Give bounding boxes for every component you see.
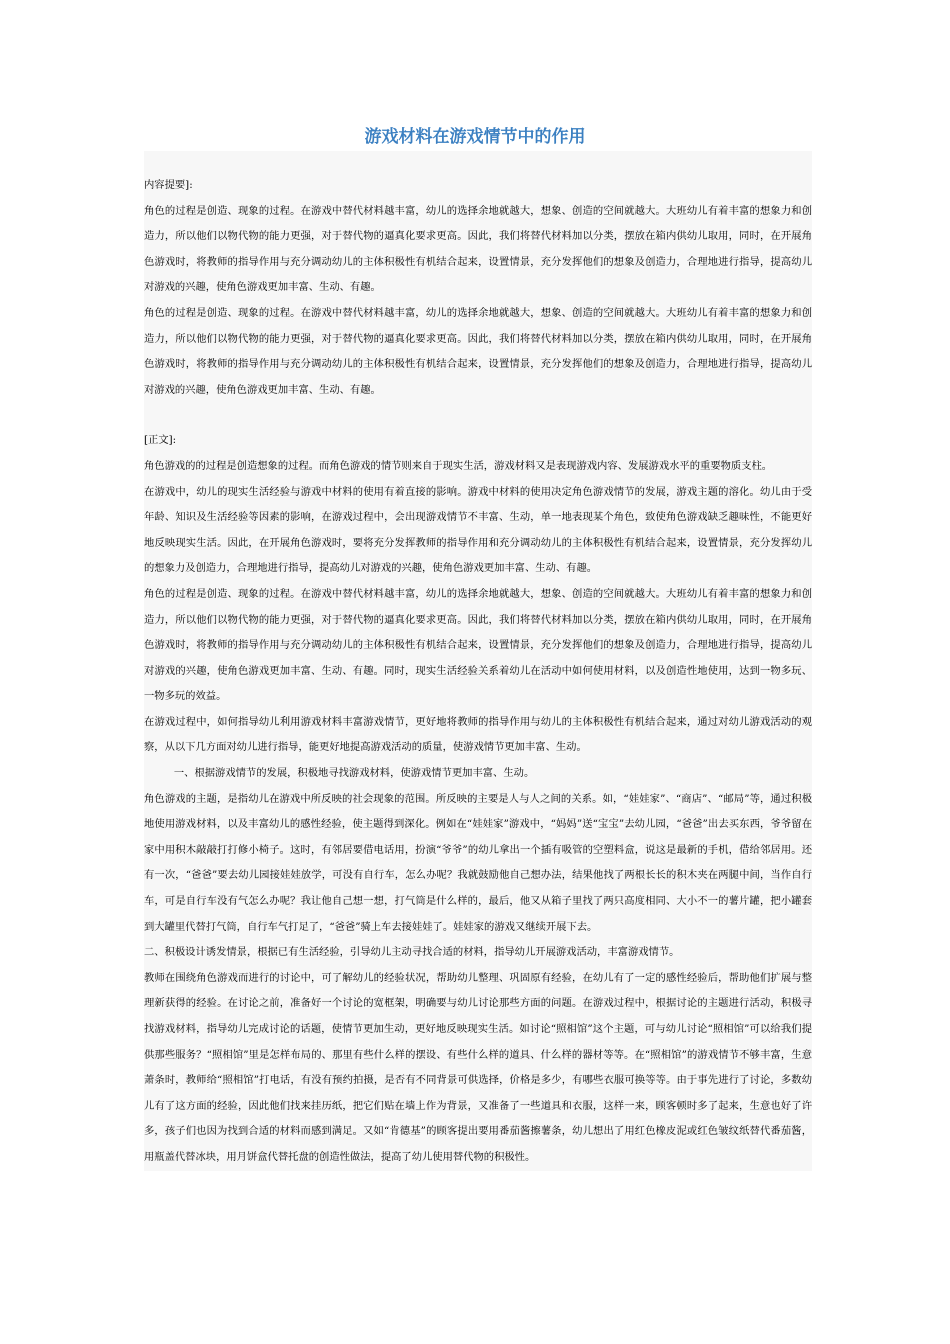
document-body — [144, 151, 812, 1171]
body-paragraph: 在游戏过程中，如何指导幼儿利用游戏材料丰富游戏情节，更好地将教师的指导作用与幼儿的主体积极性有机结合起来，通过对幼儿游戏活动的观察，从以下几方面对幼儿进行指导，能更好地提高游戏活动的质量，使游戏情节更加丰富、生动。 — [144, 715, 812, 754]
body-paragraph: 角色的过程是创造、现象的过程。在游戏中替代材料越丰富，幼儿的选择余地就越大，想象、创造的空间就越大。大班幼儿有着丰富的想象力和创造力，所以他们以物代物的能力更强，对于替代物的逼真化要求更高。因此，我们将替代材料加以分类，摆放在箱内供幼儿取用，同时，在开展角色游戏时，将教师的指导作用与充分调动幼儿的主体积极性有机结合起来，设置情景，充分发挥他们的想象及创造力，合理地进行指导，提高幼儿对游戏的兴趣，使角色游戏更加丰富、生动、有趣。同时，现实生活经验关系着幼儿在活动中如何使用材料，以及创造性地使用，达到一物多玩、一物多玩的效益。 — [144, 587, 812, 703]
body-paragraph: 角色游戏的的过程是创造想象的过程。而角色游戏的情节则来自于现实生活，游戏材料又是表现游戏内容、发展游戏水平的重要物质支柱。 — [144, 459, 773, 472]
spacer — [144, 151, 812, 173]
body-paragraph: 教师在围绕角色游戏而进行的讨论中，可了解幼儿的经验状况，帮助幼儿整理、巩固原有经验，在幼儿有了一定的感性经验后，帮助他们扩展与整理新获得的经验。在讨论之前，准备好一个讨论的宽框架，明确要与幼儿讨论那些方面的问题。在游戏过程中，根据讨论的主题进行活动，积极寻找游戏材料，指导幼儿完成讨论的话题，使情节更加生动，更好地反映现实生活。如讨论“照相馆”这个主题，可与幼儿讨论“照相馆”可以给我们提供那些服务？“照相馆”里是怎样布局的、那里有些什么样的摆设、有些什么样的道具、什么样的器材等等。在“照相馆”的游戏情节不够丰富，生意萧条时，教师给“照相馆”打电话，有没有预约拍摄，是否有不同背景可供选择，价格是多少，有哪些衣服可换等等。由于事先进行了讨论，多数幼儿有了这方面的经验，因此他们找来挂历纸，把它们贴在墙上作为背景，又准备了一些道具和衣服，这样一来，顾客顿时多了起来，生意也好了许多，孩子们也因为找到合适的材料而感到满足。又如“肯德基”的顾客提出要用番茄酱擦薯条，幼儿想出了用红色橡皮泥或红色皱纹纸替代番茄酱，用瓶盖代替冰块，用月饼盒代替托盘的创造性做法，提高了幼儿使用替代物的积极性。 — [144, 971, 812, 1163]
spacer — [144, 403, 812, 428]
page-title: 游戏材料在游戏情节中的作用 — [364, 127, 586, 147]
body-label: [正文]: — [144, 434, 177, 447]
body-paragraph: 角色游戏的主题，是指幼儿在游戏中所反映的社会现象的范围。所反映的主要是人与人之间的关系。如，“娃娃家”、“商店”、“邮局”等，通过积极地使用游戏材料，以及丰富幼儿的感性经验，使主题得到深化。例如在“娃娃家”游戏中，“妈妈”送“宝宝”去幼儿园，“爸爸”出去买东西，爷爷留在家中用积木敲敲打打修小椅子。这时，有邻居要借电话用，扮演“爷爷”的幼儿拿出一个插有吸管的空塑料盒，说这是最新的手机，借给邻居用。还有一次，“爸爸”要去幼儿园接娃娃放学，可没有自行车，怎么办呢？我就鼓励他自己想办法，结果他找了两根长长的积木夹在两腿中间，当作自行车，可是自行车没有气怎么办呢？我让他自己想一想，打气筒是什么样的，最后，他又从箱子里找了两只高度相同、大小不一的薯片罐，把小罐套到大罐里代替打气筒，自行车气打足了，“爸爸”骑上车去接娃娃了。娃娃家的游戏又继续开展下去。 — [144, 792, 812, 933]
section-heading: 一、根据游戏情节的发展，积极地寻找游戏材料，使游戏情节更加丰富、生动。 — [173, 767, 535, 780]
summary-label: 内容提要]: — [144, 179, 193, 191]
body-paragraph: 在游戏中，幼儿的现实生活经验与游戏中材料的使用有着直接的影响。游戏中材料的使用决定角色游戏情节的发展，游戏主题的溶化。幼儿由于受年龄、知识及生活经验等因素的影响，在游戏过程中，会出现游戏情节不丰富、生动，单一地表现某个角色，致使角色游戏缺乏趣味性，不能更好地反映现实生活。因此，在开展角色游戏时，要将充分发挥教师的指导作用和充分调动幼儿的主体积极性有机结合起来，设置情景，充分发挥幼儿的想象力及创造力，合理地进行指导，提高幼儿对游戏的兴趣，使角色游戏更加丰富、生动、有趣。 — [144, 485, 812, 575]
section-heading: 二、积极设计诱发情景，根据已有生活经验，引导幼儿主动寻找合适的材料，指导幼儿开展游戏活动，丰富游戏情节。 — [144, 946, 680, 959]
summary-paragraph: 角色的过程是创造、现象的过程。在游戏中替代材料越丰富，幼儿的选择余地就越大，想象、创造的空间就越大。大班幼儿有着丰富的想象力和创造力，所以他们以物代物的能力更强，对于替代物的逼真化要求更高。因此，我们将替代材料加以分类，摆放在箱内供幼儿取用，同时，在开展角色游戏时，将教师的指导作用与充分调动幼儿的主体积极性有机结合起来，设置情景，充分发挥他们的想象及创造力，合理地进行指导，提高幼儿对游戏的兴趣，使角色游戏更加丰富、生动、有趣。 — [144, 306, 812, 396]
summary-paragraph: 角色的过程是创造、现象的过程。在游戏中替代材料越丰富，幼儿的选择余地就越大，想象、创造的空间就越大。大班幼儿有着丰富的想象力和创造力，所以他们以物代物的能力更强，对于替代物的逼真化要求更高。因此，我们将替代材料加以分类，摆放在箱内供幼儿取用，同时，在开展角色游戏时，将教师的指导作用与充分调动幼儿的主体积极性有机结合起来，设置情景，充分发挥他们的想象及创造力，合理地进行指导，提高幼儿对游戏的兴趣，使角色游戏更加丰富、生动、有趣。 — [144, 204, 812, 294]
